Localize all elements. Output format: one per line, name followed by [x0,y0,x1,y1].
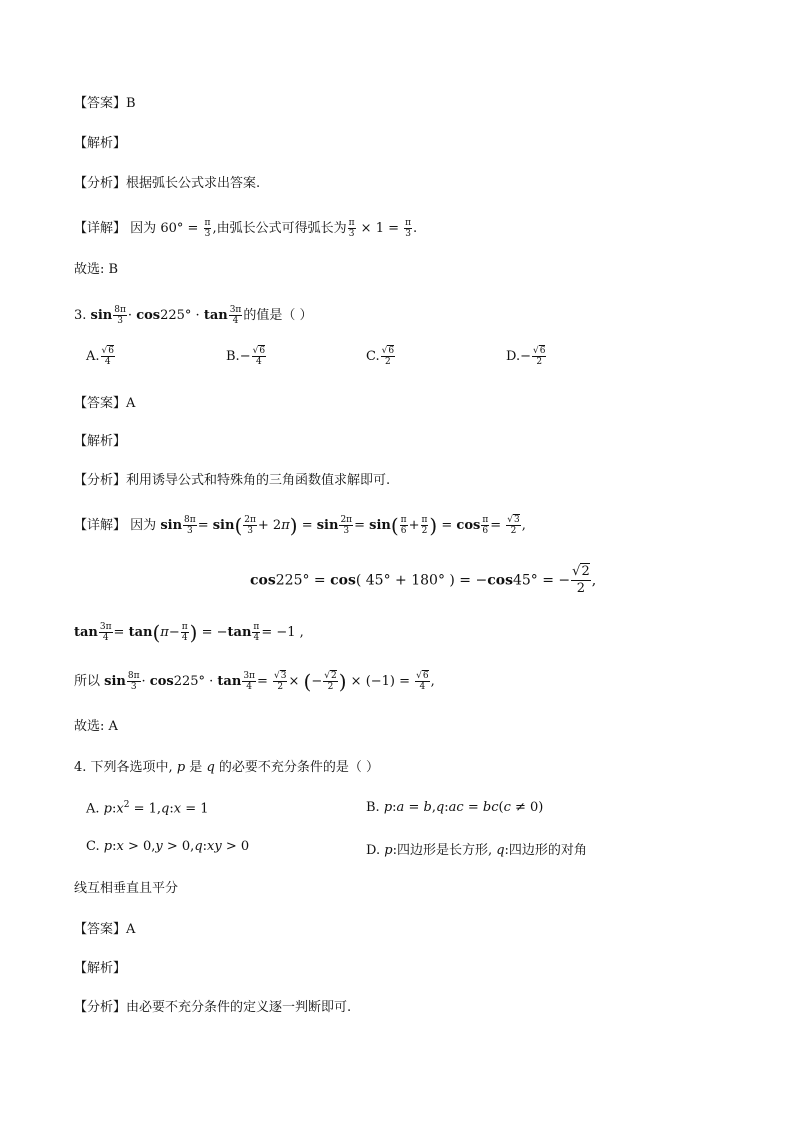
q2-detail: 【详解】 因为 60° = $\frac{\pi}{3}$ ,由弧长公式可得弧长为 $\frac{\pi}{3}$ × 1 = $\frac{\pi}{3}$ . [74,218,418,239]
q3-guxuan: 故选: A [74,719,118,734]
q2-answer: 【答案】B [74,96,136,111]
q3-detail-line4: 所以 sin $\frac{8\pi}{3}$ · cos225° · tan $\frac{3\pi}{4}$ = $\frac{√3}{2}$ × (− $\frac{√2}{2}$ ) × (−1) = $\frac{√6}{4}$ , [74,669,435,694]
q3-option-d: D.− $\frac{√6}{2}$ [506,346,546,367]
q3-option-c: C. $\frac{√6}{2}$ [366,346,395,367]
q2-analysis-label: 【解析】 [74,136,127,151]
q3-answer: 【答案】A [74,396,136,411]
q4-analysis-label: 【解析】 [74,961,127,976]
q4-option-d: D. p:四边形是长方形, q:四边形的对角 [366,843,587,858]
q3-fenxi: 【分析】利用诱导公式和特殊角的三角函数值求解即可. [74,473,391,488]
q4-stem: 4. 下列各选项中, p 是 q 的必要不充分条件的是（ ） [74,760,380,775]
q2-fenxi: 【分析】根据弧长公式求出答案. [74,176,261,191]
q4-option-c: C. p:x > 0,y > 0,q:xy > 0 [86,839,250,854]
q4-fenxi: 【分析】由必要不充分条件的定义逐一判断即可. [74,1000,352,1015]
q2-guxuan: 故选: B [74,262,119,277]
q3-option-b: B.− $\frac{√6}{4}$ [226,346,266,367]
q3-detail-line2: cos225° = cos( 45° + 180° ) = −cos45° = − $\frac{√2}{2}$ , [250,564,597,596]
q4-option-d-continued: 线互相垂直且平分 [74,881,179,896]
q3-analysis-label: 【解析】 [74,434,127,449]
q4-option-b: B. p:a = b,q:ac = bc(c ≠ 0) [366,800,544,815]
q4-option-a: A. $p:x^2$ = 1,q:x = 1 [86,800,209,817]
q3-detail-line1: 【详解】 因为 sin $\frac{8\pi}{3}$ = sin( $\frac{2\pi}{3}$ + 2π) = sin $\frac{2\pi}{3}$ = sin( $\frac{\pi}{6}$ + $\frac{\pi}{2}$ ) = cos $\frac{\pi}{6}$ = $\frac{√3}{2}$ , [74,513,526,538]
q3-stem: 3. sin $\frac{8\pi}{3}$ · cos225° · tan $\frac{3\pi}{4}$ 的值是（ ） [74,305,313,326]
q4-answer: 【答案】A [74,922,136,937]
q3-detail-line3: tan $\frac{3\pi}{4}$ = tan(π− $\frac{\pi}{4}$ ) = −tan $\frac{\pi}{4}$ = −1 , [74,620,304,645]
q3-option-a: A. $\frac{√6}{4}$ [86,346,115,367]
